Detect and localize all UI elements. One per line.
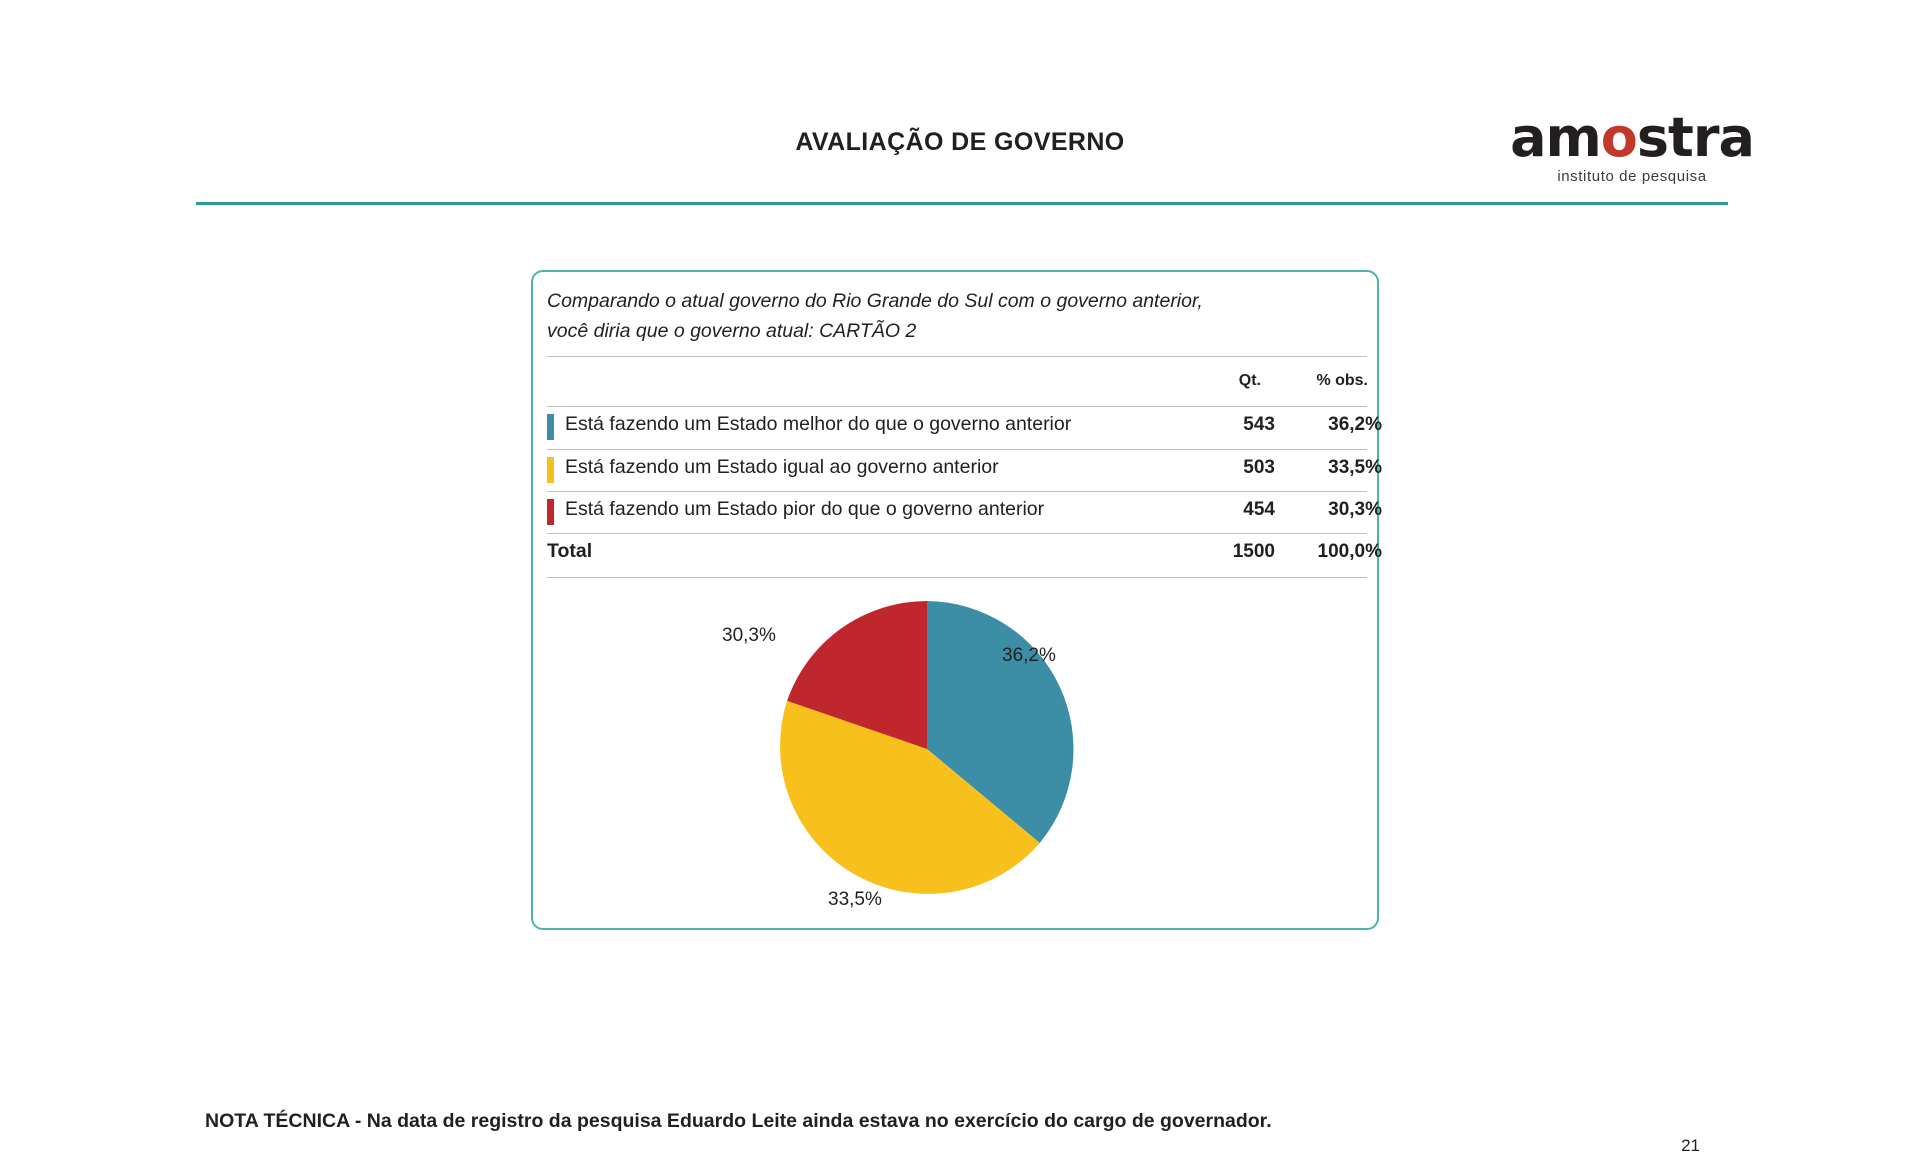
table-row — [547, 491, 1382, 533]
logo-wordmark — [1492, 106, 1772, 169]
legend-swatch-igual — [547, 457, 554, 483]
row-label: Está fazendo um Estado pior do que o governo anterior — [565, 498, 1045, 520]
legend-swatch-melhor — [547, 414, 554, 440]
technical-note: NOTA TÉCNICA - Na data de registro da pesquisa Eduardo Leite ainda estava no exercício do cargo de governador. — [205, 1110, 1272, 1132]
column-header-qt: Qt. — [1238, 372, 1261, 389]
question-line-1: Comparando o atual governo do Rio Grande do Sul com o governo anterior, — [547, 290, 1203, 312]
legend-swatch-pior — [547, 499, 554, 525]
question-text — [547, 286, 1357, 346]
header-divider — [196, 202, 1728, 205]
total-qt: 1500 — [1232, 541, 1275, 562]
row-obs: 30,3% — [1328, 499, 1382, 520]
amostra-logo — [1492, 106, 1772, 185]
row-obs: 36,2% — [1328, 414, 1382, 435]
table-row — [547, 406, 1382, 448]
table-row — [547, 449, 1382, 491]
row-qt: 503 — [1243, 457, 1275, 478]
total-obs: 100,0% — [1317, 541, 1382, 562]
row-label: Está fazendo um Estado melhor do que o governo anterior — [565, 413, 1072, 435]
row-qt: 543 — [1243, 414, 1275, 435]
survey-card — [531, 270, 1382, 930]
table-row-total — [547, 533, 1382, 575]
row-obs: 33,5% — [1328, 457, 1382, 478]
row-label: Está fazendo um Estado igual ao governo anterior — [565, 456, 999, 478]
pie-label-igual: 33,5% — [828, 889, 882, 910]
pie-label-pior: 30,3% — [722, 625, 776, 646]
column-header-obs: % obs. — [1316, 372, 1368, 389]
total-label: Total — [547, 540, 593, 562]
page-title: AVALIAÇÃO DE GOVERNO — [795, 128, 1125, 156]
divider — [547, 356, 1367, 357]
question-line-2: você diria que o governo atual: CARTÃO 2 — [547, 320, 917, 342]
page-number: 21 — [1681, 1136, 1700, 1155]
pie-chart — [547, 577, 1367, 922]
slide-header — [0, 0, 1920, 210]
row-qt: 454 — [1243, 499, 1275, 520]
logo-subtitle: instituto de pesquisa — [1557, 168, 1707, 185]
pie-label-melhor: 36,2% — [1002, 645, 1056, 666]
logo-wordmark-text: amostra — [1510, 106, 1754, 169]
pie-chart-svg — [547, 577, 1367, 922]
